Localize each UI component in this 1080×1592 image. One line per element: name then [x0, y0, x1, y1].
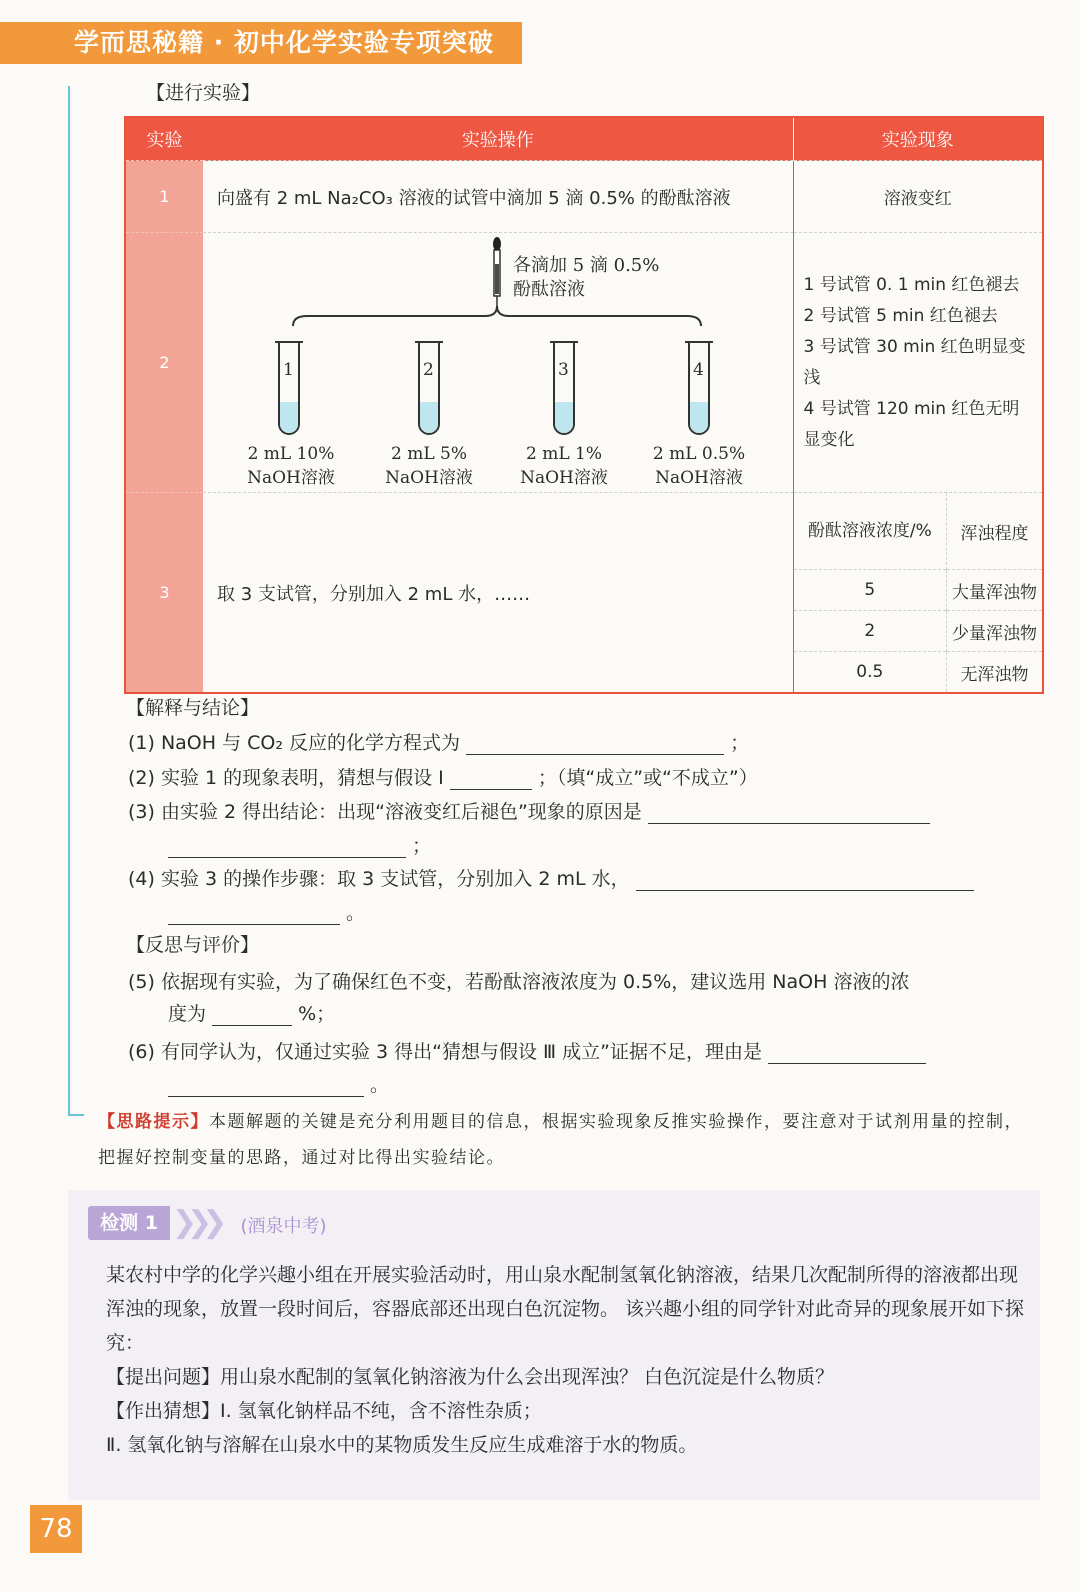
test-question-line — [106, 1360, 1036, 1394]
test-hypothesis-label: 【作出猜想】 — [106, 1400, 221, 1422]
tube-label-line1: 2 mL 0.5% — [652, 443, 746, 464]
row3-phenomenon — [793, 493, 1043, 694]
header-operation: 实验操作 — [203, 117, 793, 161]
question-4-cont — [168, 898, 365, 925]
question-4-end: 。 — [346, 902, 366, 924]
test-badge: 检测 1 — [88, 1206, 170, 1240]
question-5-cont — [168, 999, 335, 1026]
tube-label — [504, 442, 624, 490]
turbidity-value: 少量浑浊物 — [947, 611, 1042, 652]
test-hypothesis-2: Ⅱ. 氢氧化钠与溶解在山泉水中的某物质发生反应生成难溶于水的物质。 — [106, 1434, 698, 1456]
test-tube-icon — [685, 342, 713, 434]
tube-label-line1: 2 mL 10% — [247, 443, 335, 464]
answer-blank-6b[interactable] — [168, 1074, 364, 1097]
row-number: 1 — [125, 161, 203, 233]
test-paragraph: 某农村中学的化学兴趣小组在开展实验活动时，用山泉水配制氢氧化钠溶液，结果几次配制所得的溶液都出现浑浊的现象，放置一段时间后，容器底部还出现白色沉淀物。 该兴趣小组的同学针对此奇异的现象展开如下探究： — [106, 1264, 1025, 1354]
header-phenomenon: 实验现象 — [793, 117, 1043, 161]
margin-guide-line — [68, 86, 70, 1116]
answer-blank-3a[interactable] — [648, 801, 930, 824]
concentration-value: 2 — [794, 611, 947, 652]
answer-blank-1[interactable] — [466, 732, 724, 755]
question-2 — [128, 763, 758, 790]
table-row — [794, 652, 1043, 693]
test-body — [106, 1258, 1036, 1462]
tube-label-line2: NaOH溶液 — [520, 467, 608, 488]
hint-text: 本题解题的关键是充分利用题目的信息，根据实验现象反推实验操作，要注意对于试剂用量的控制，把握好控制变量的思路，通过对比得出实验结论。 — [98, 1112, 1023, 1168]
question-1-text: (1) NaOH 与 CO₂ 反应的化学方程式为 — [128, 732, 461, 754]
question-6 — [128, 1037, 926, 1064]
question-3-end: ； — [412, 835, 432, 857]
tube-number: 4 — [693, 359, 704, 380]
tube-label-line1: 2 mL 5% — [390, 443, 467, 464]
tube-label — [231, 442, 351, 490]
row3-operation: 取 3 支试管，分别加入 2 mL 水，…… — [203, 493, 793, 694]
test-hypothesis-1: Ⅰ. 氢氧化钠样品不纯，含不溶性杂质； — [220, 1400, 542, 1422]
row1-operation: 向盛有 2 mL Na₂CO₃ 溶液的试管中滴加 5 滴 0.5% 的酚酞溶液 — [203, 161, 793, 233]
question-5 — [128, 967, 1038, 994]
answer-blank-5[interactable] — [212, 1003, 292, 1026]
test-hypothesis-line — [106, 1394, 1036, 1428]
row2-phenomenon — [793, 233, 1043, 493]
question-4 — [128, 864, 974, 891]
question-6-end: 。 — [370, 1074, 390, 1096]
phenomenon-line: 1 号试管 0. 1 min 红色褪去 — [803, 274, 1020, 295]
test-badge-tail — [172, 1206, 327, 1240]
section-conclusion-heading: 【解释与结论】 — [126, 697, 260, 719]
question-5-text2: 度为 — [168, 1003, 207, 1025]
test-question-label: 【提出问题】 — [106, 1366, 221, 1388]
page-number: 78 — [30, 1505, 82, 1553]
table-row — [794, 611, 1043, 652]
row1-phenomenon: 溶液变红 — [793, 161, 1043, 233]
question-3 — [128, 797, 930, 824]
test-tube-icon — [550, 342, 578, 434]
question-2-text: (2) 实验 1 的现象表明，猜想与假设 Ⅰ — [128, 767, 444, 789]
chevron-right-icon: ❯❯❯ — [172, 1205, 218, 1240]
test-tube-icon — [275, 342, 303, 434]
test-question-text: 用山泉水配制的氢氧化钠溶液为什么会出现浑浊？ 白色沉淀是什么物质？ — [220, 1366, 835, 1388]
dropper-label-line2: 酚酞溶液 — [513, 278, 585, 300]
section-experiment-heading: 【进行实验】 — [146, 82, 261, 104]
tube-label — [369, 442, 489, 490]
book-header-banner: 学而思秘籍 · 初中化学实验专项突破 — [0, 22, 522, 64]
answer-blank-4b[interactable] — [168, 902, 340, 925]
margin-guide-hook — [68, 1114, 84, 1116]
dropper-icon — [493, 237, 501, 308]
table-row — [125, 161, 1043, 233]
question-1 — [128, 728, 749, 755]
sub-header-turbidity: 浑浊程度 — [960, 523, 1029, 544]
header-experiment: 实验 — [125, 117, 203, 161]
test-source: (酒泉中考) — [240, 1216, 327, 1237]
tube-label — [639, 442, 759, 490]
tube-number: 2 — [423, 359, 434, 380]
turbidity-value: 大量浑浊物 — [947, 570, 1042, 611]
table-row — [125, 233, 1043, 493]
turbidity-value: 无浑浊物 — [947, 652, 1042, 693]
row-number: 2 — [125, 233, 203, 493]
question-6-text: (6) 有同学认为，仅通过实验 3 得出“猜想与假设 Ⅲ 成立”证据不足，理由是 — [128, 1041, 762, 1063]
question-5-end: %； — [298, 1003, 336, 1025]
hint-box — [98, 1104, 1033, 1176]
tube-label-line2: NaOH溶液 — [655, 467, 743, 488]
experiment-table — [124, 116, 1044, 694]
section-reflection-heading: 【反思与评价】 — [126, 934, 260, 956]
phenomenon-line: 4 号试管 120 min 红色无明显变化 — [803, 398, 1020, 450]
tube-number: 1 — [283, 359, 294, 380]
dropper-label-line1: 各滴加 5 滴 0.5% — [513, 254, 660, 276]
question-3-cont — [168, 831, 431, 858]
question-1-end: ； — [730, 732, 750, 754]
question-3-text: (3) 由实验 2 得出结论：出现“溶液变红后褪色”现象的原因是 — [128, 801, 642, 823]
phenomenon-line: 3 号试管 30 min 红色明显变浅 — [803, 336, 1026, 388]
question-5-text: (5) 依据现有实验，为了确保红色不变，若酚酞溶液浓度为 0.5%，建议选用 NaOH 溶液的浓 — [128, 971, 910, 993]
question-4-text: (4) 实验 3 的操作步骤：取 3 支试管，分别加入 2 mL 水， — [128, 868, 630, 890]
sub-header-concentration: 酚酞溶液浓度/% — [794, 493, 947, 570]
dropper-label — [513, 254, 659, 302]
test-tube-icon — [415, 342, 443, 434]
table-row — [794, 570, 1043, 611]
concentration-value: 0.5 — [794, 652, 947, 693]
answer-blank-4a[interactable] — [636, 868, 974, 891]
phenomenon-line: 2 号试管 5 min 红色褪去 — [803, 305, 998, 326]
turbidity-table — [794, 493, 1043, 692]
question-2-end: ；（填“成立”或“不成立”） — [537, 767, 758, 789]
table-row — [125, 493, 1043, 694]
table-header-row — [125, 117, 1043, 161]
tube-label-line1: 2 mL 1% — [525, 443, 602, 464]
test-tube-diagram — [203, 234, 791, 492]
question-6-cont — [168, 1070, 389, 1097]
tube-number: 3 — [558, 359, 569, 380]
row-number: 3 — [125, 493, 203, 694]
answer-blank-2[interactable] — [450, 767, 532, 790]
row2-diagram-cell — [203, 233, 793, 493]
answer-blank-3b[interactable] — [168, 835, 406, 858]
tube-label-line2: NaOH溶液 — [247, 467, 335, 488]
hint-tag: 【思路提示】 — [98, 1112, 209, 1132]
concentration-value: 5 — [794, 570, 947, 611]
answer-blank-6a[interactable] — [768, 1041, 926, 1064]
tube-label-line2: NaOH溶液 — [385, 467, 473, 488]
